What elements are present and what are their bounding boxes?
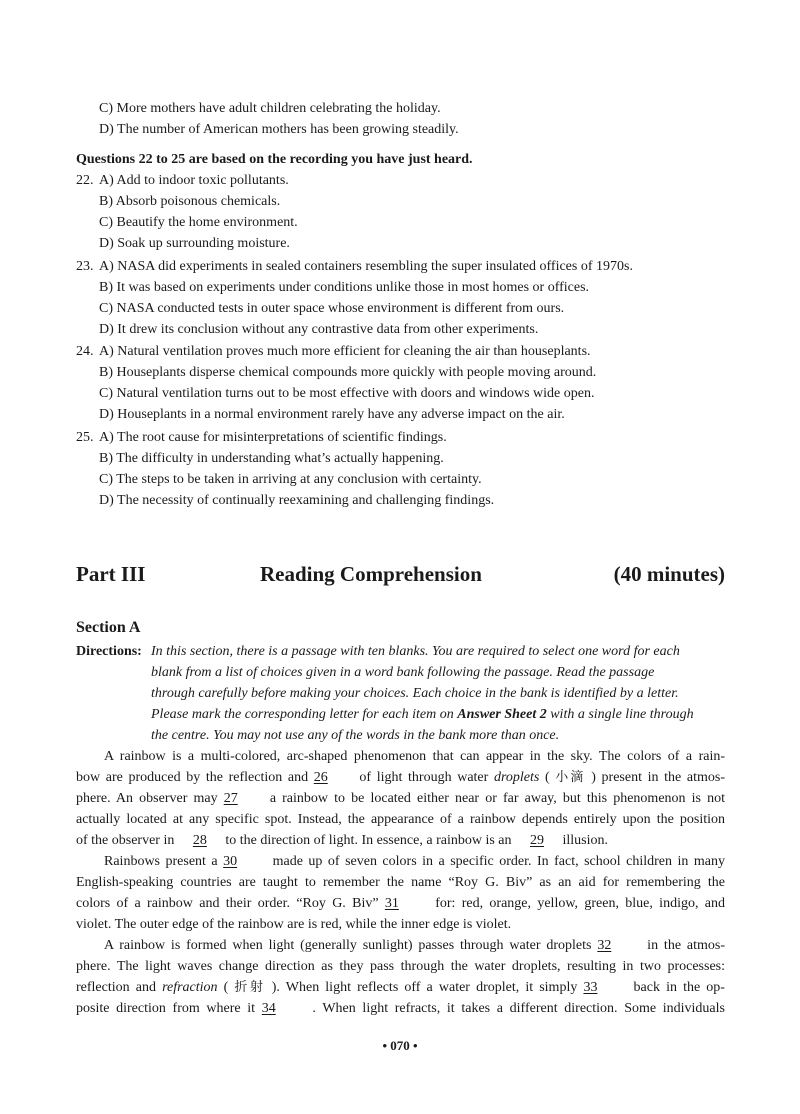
blank-27: 27 [223, 791, 238, 806]
option-line: D) The necessity of continually reexamining and challenging findings. [99, 493, 495, 508]
blank-33: 33 [583, 980, 598, 995]
question-number: 24. [76, 344, 94, 359]
option-line: B) The difficulty in understanding what’s actually happening. [99, 451, 444, 466]
chinese-gloss: 小滴 [555, 770, 586, 785]
page-number: • 070 • [382, 1038, 418, 1053]
passage-line: A rainbow is a multi-colored, arc-shaped phenomenon that can appear in the sky. The colors of a rain- [104, 749, 725, 764]
passage-line: violet. The outer edge of the rainbow are is red, while the inner edge is violet. [76, 917, 512, 932]
option-line: C) More mothers have adult children celebrating the holiday. [99, 101, 441, 116]
blank-32: 32 [597, 938, 612, 953]
passage-line: bow are produced by the reflection and 26 of light through water droplets ( 小滴 ) present in the atmos- [76, 767, 725, 788]
option-line: C) NASA conducted tests in outer space whose environment is different from ours. [99, 301, 565, 316]
option-line: C) Beautify the home environment. [99, 215, 298, 230]
option-line: A) Natural ventilation proves much more efficient for cleaning the air than houseplants. [99, 344, 591, 359]
passage-line: phere. An observer may 27 a rainbow to be located either near or far away, but this phenomenon is not [76, 788, 725, 809]
option-line: C) Natural ventilation turns out to be most effective with doors and windows wide open. [99, 386, 595, 401]
directions-line: Please mark the corresponding letter for each item on Answer Sheet 2 with a single line through [151, 707, 694, 722]
question-number: 22. [76, 173, 94, 188]
passage-line: colors of a rainbow and their order. “Roy G. Biv” 31 for: red, orange, yellow, green, blue, indigo, and [76, 893, 725, 914]
option-line: A) Add to indoor toxic pollutants. [99, 173, 289, 188]
option-line: D) It drew its conclusion without any contrastive data from other experiments. [99, 322, 539, 337]
part-title: Reading Comprehension [260, 562, 482, 586]
passage-line: phere. The light waves change direction as they pass through the water droplets, resulting in two processes: [76, 959, 725, 974]
directions-line: blank from a list of choices given in a word bank following the passage. Read the passage [151, 665, 655, 680]
option-line: B) Absorb poisonous chemicals. [99, 194, 281, 209]
option-line: D) Houseplants in a normal environment rarely have any adverse impact on the air. [99, 407, 565, 422]
blank-31: 31 [384, 896, 399, 911]
question-number: 25. [76, 430, 94, 445]
blank-28: 28 [192, 833, 207, 848]
option-line: A) NASA did experiments in sealed containers resembling the super insulated offices of 1970s. [99, 259, 633, 274]
part-time: (40 minutes) [613, 562, 725, 586]
passage-line: English-speaking countries are taught to remember the name “Roy G. Biv” as an aid for remembering the [76, 875, 725, 890]
passage-line: Rainbows present a 30 made up of seven colors in a specific order. In fact, school children in many [104, 851, 725, 872]
chinese-gloss: 折射 [234, 980, 266, 995]
blank-29: 29 [530, 833, 544, 848]
answer-sheet-ref: Answer Sheet 2 [457, 707, 547, 722]
directions-line: In this section, there is a passage with ten blanks. You are required to select one word for each [151, 644, 680, 659]
question-number: 23. [76, 259, 94, 274]
option-line: A) The root cause for misinterpretations of scientific findings. [99, 430, 447, 445]
part-label: Part III [76, 562, 146, 586]
passage-line: reflection and refraction ( 折射 ). When light reflects off a water droplet, it simply 33 back in the op- [76, 977, 725, 998]
option-line: B) It was based on experiments under conditions unlike those in most homes or offices. [99, 280, 590, 295]
blank-26: 26 [313, 770, 328, 785]
blank-30: 30 [223, 854, 238, 869]
passage-line: actually located at any specific spot. Instead, the appearance of a rainbow depends entirely upon the position [76, 812, 725, 827]
directions-label: Directions: [76, 644, 142, 659]
option-line: D) Soak up surrounding moisture. [99, 236, 290, 251]
questions-heading: Questions 22 to 25 are based on the recording you have just heard. [76, 152, 473, 167]
option-line: C) The steps to be taken in arriving at any conclusion with certainty. [99, 472, 482, 487]
section-title: Section A [76, 619, 141, 636]
directions-line: the centre. You may not use any of the words in the bank more than once. [151, 728, 560, 743]
blank-34: 34 [261, 1001, 276, 1016]
directions-line: through carefully before making your choices. Each choice in the bank is identified by a letter. [151, 686, 679, 701]
option-line: B) Houseplants disperse chemical compounds more quickly with people moving around. [99, 365, 597, 380]
passage-line: A rainbow is formed when light (generally sunlight) passes through water droplets 32 in the atmos- [104, 935, 725, 956]
passage-line: of the observer in 28 to the direction of light. In essence, a rainbow is an 29 illusion. [76, 830, 725, 851]
passage-line: posite direction from where it 34 . When light refracts, it takes a different direction. Some individuals [76, 998, 725, 1019]
option-line: D) The number of American mothers has been growing steadily. [99, 122, 459, 137]
